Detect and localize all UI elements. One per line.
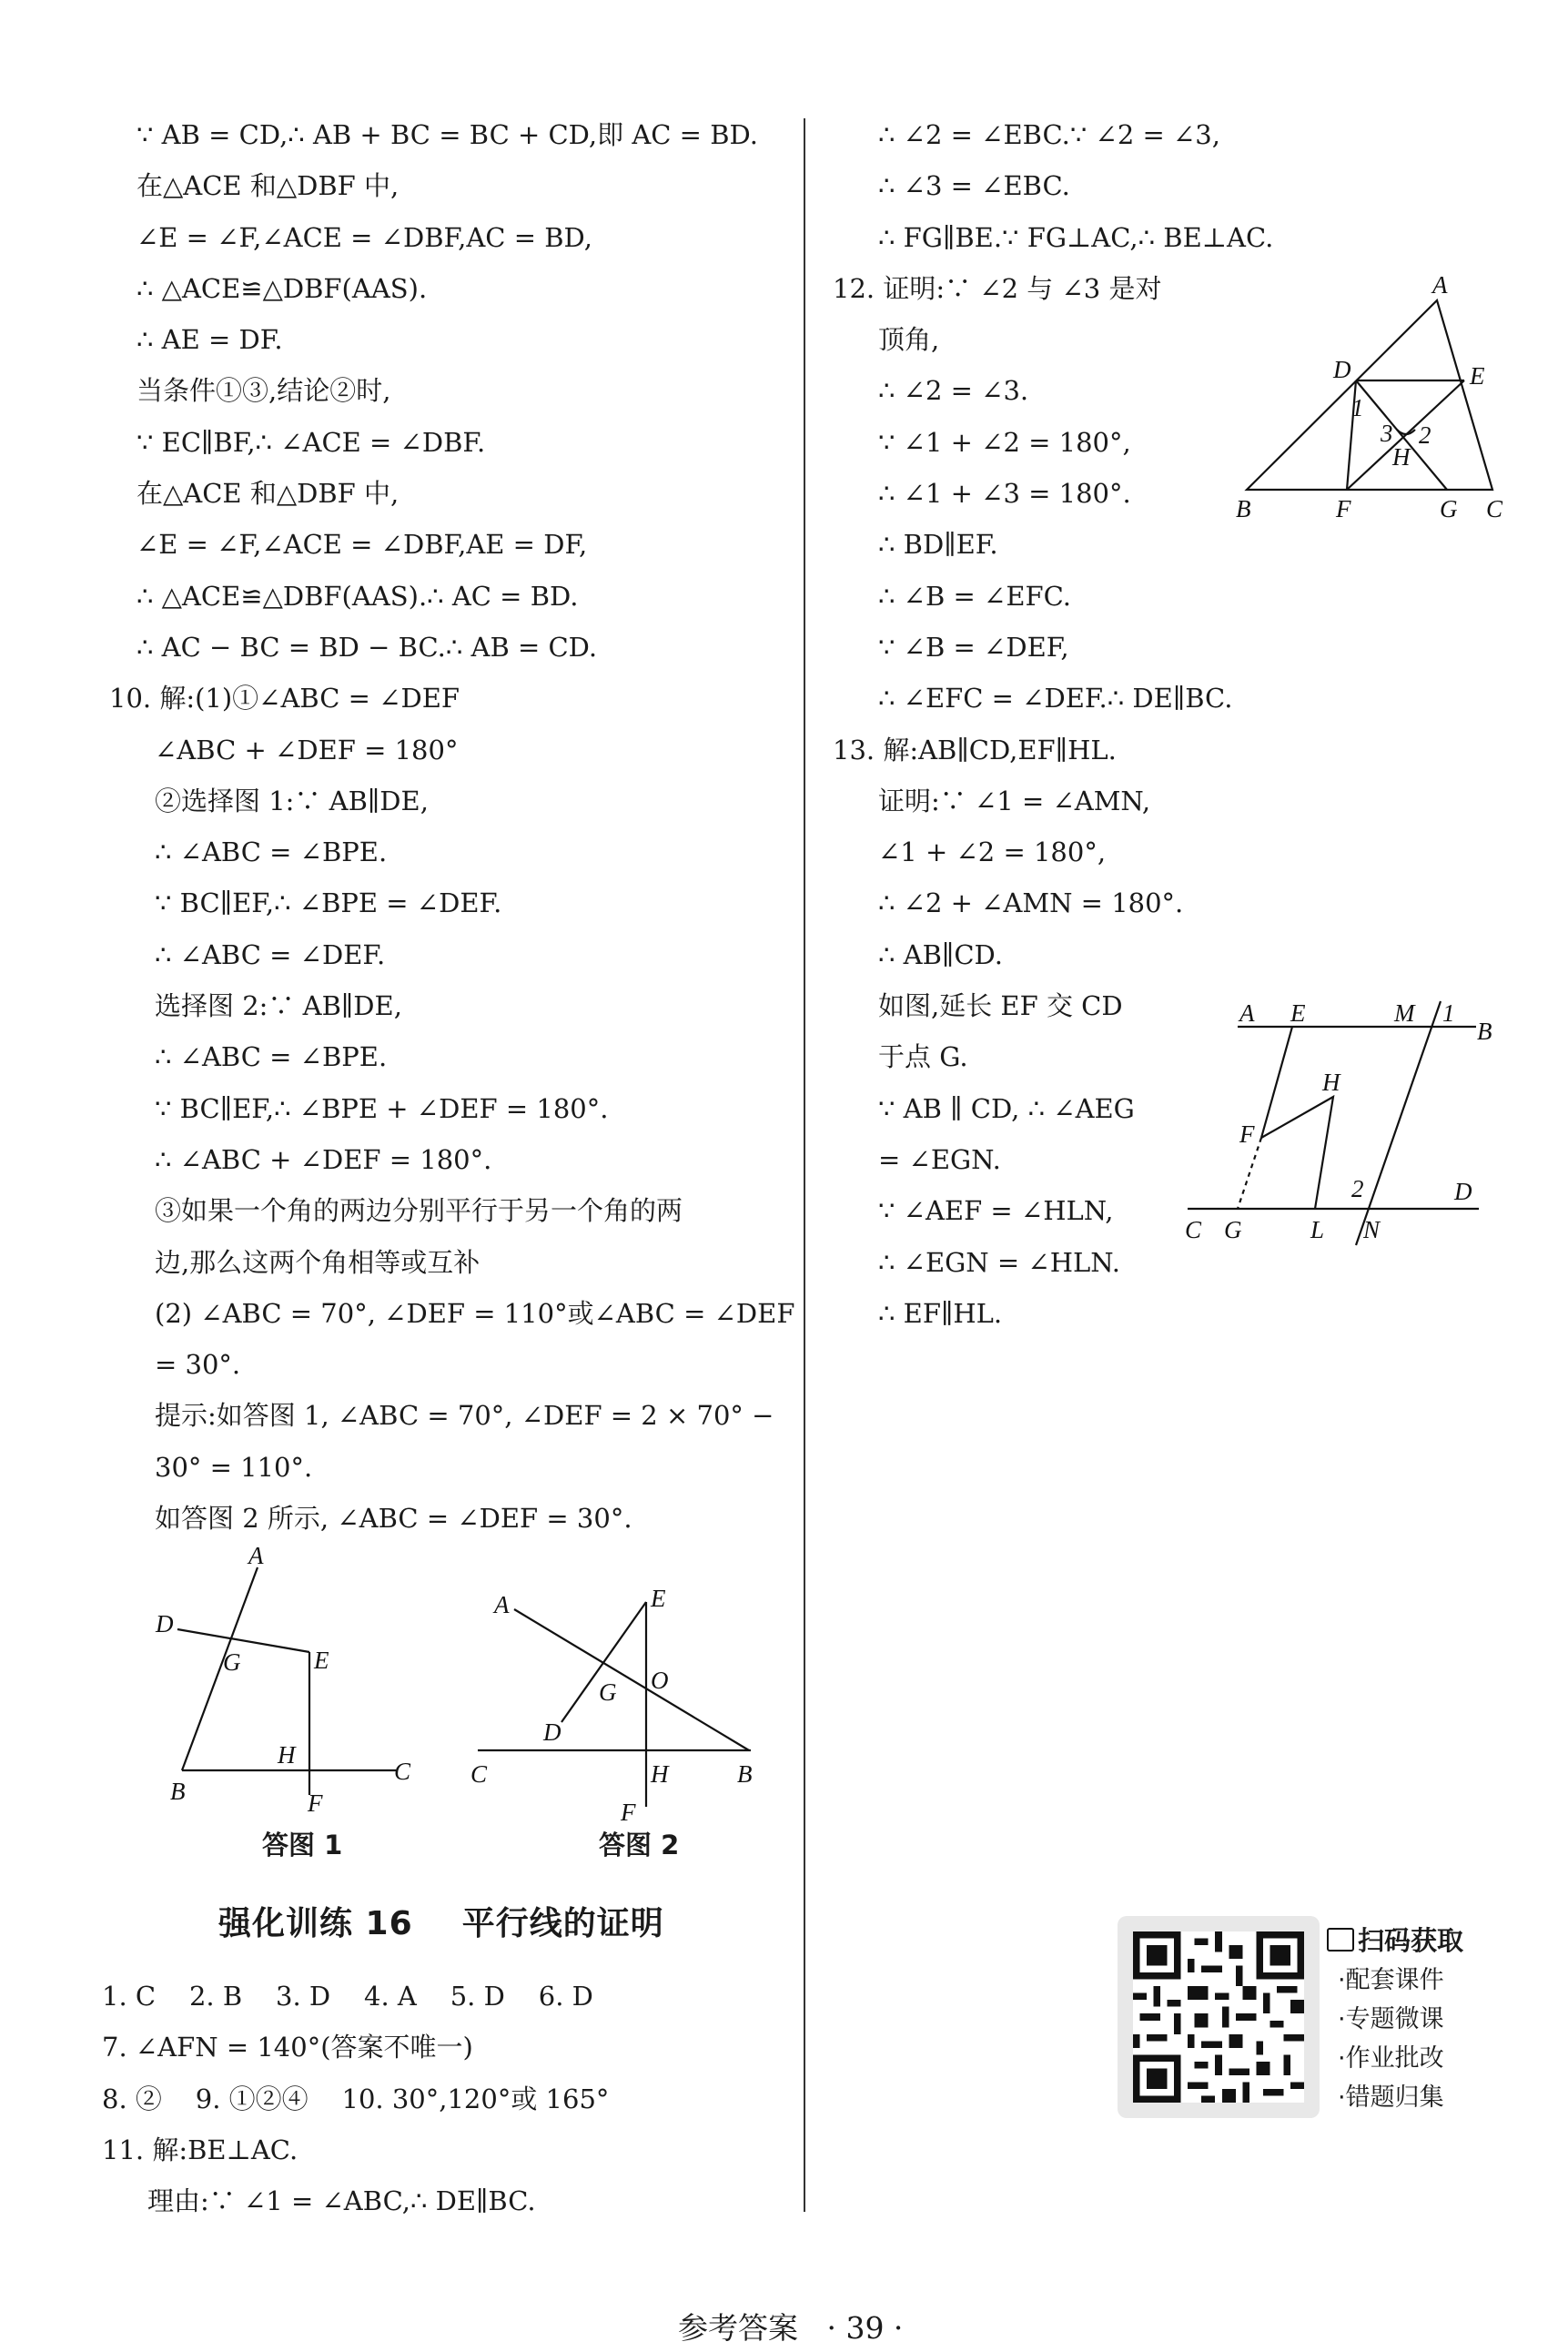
label-b: B (737, 1760, 753, 1788)
label-d: D (156, 1610, 174, 1637)
text-line: ③如果一个角的两边分别平行于另一个角的两 (155, 1195, 683, 1227)
label-a: A (1239, 999, 1255, 1027)
answer-list (102, 1971, 794, 2226)
text-line: ∴ AC − BC = BD − BC.∴ AB = CD. (137, 631, 598, 663)
text-line: ∴ ∠3 = ∠EBC. (878, 170, 1070, 202)
text-line: ∠E = ∠F,∠ACE = ∠DBF,AC = BD, (137, 221, 592, 253)
question-12: 12. 证明:∵ ∠2 与 ∠3 是对 (833, 272, 1162, 304)
label-e: E (314, 1647, 329, 1674)
answer-line: 8. ② 9. ①②④ 10. 30°,120°或 165° (102, 2083, 610, 2114)
text-line: ∠1 + ∠2 = 180°, (878, 836, 1107, 868)
label-1: 1 (1442, 999, 1455, 1027)
text-line: 如答图 2 所示, ∠ABC = ∠DEF = 30°. (155, 1503, 632, 1535)
text-line: 在△ACE 和△DBF 中, (137, 478, 400, 510)
label-c: C (394, 1758, 411, 1785)
text-line: ∵ BC∥EF,∴ ∠BPE = ∠DEF. (155, 887, 502, 919)
text-line: ∴ ∠ABC = ∠BPE. (155, 1041, 388, 1073)
label-a: A (494, 1591, 510, 1618)
label-f: F (1239, 1120, 1255, 1148)
label-h: H (278, 1741, 296, 1769)
answer-line: 7. ∠AFN = 140°(答案不唯一) (102, 2032, 473, 2063)
text-line: ∴ AE = DF. (137, 324, 283, 356)
text-line: ∵ EC∥BF,∴ ∠ACE = ∠DBF. (137, 426, 486, 458)
text-line: ∴ EF∥HL. (878, 1297, 1003, 1329)
text-line: (2) ∠ABC = 70°, ∠DEF = 110°或∠ABC = ∠DEF (155, 1297, 795, 1329)
label-c: C (470, 1760, 488, 1788)
text-line: ∴ △ACE≌△DBF(AAS). (137, 272, 428, 304)
label-f: F (1336, 495, 1351, 522)
segment-ef (1261, 1027, 1292, 1138)
label-a: A (1432, 273, 1448, 299)
qr-feature-item: ·配套课件 (1338, 1966, 1444, 1994)
text-line: 顶角, (878, 324, 940, 356)
label-o: O (651, 1667, 669, 1694)
qr-title-text: 扫码获取 (1358, 1925, 1464, 1956)
label-e: E (1290, 999, 1306, 1027)
segment-ab (182, 1567, 258, 1770)
text-line: = ∠EGN. (878, 1143, 1001, 1175)
answer-figure-2 (460, 1575, 769, 1830)
text-line: ∴ ∠B = ∠EFC. (878, 580, 1071, 612)
section-title: 强化训练 16 平行线的证明 (218, 1905, 664, 1942)
text-line: 当条件①③,结论②时, (137, 375, 391, 407)
label-h: H (1322, 1069, 1340, 1096)
text-line: 于点 G. (878, 1041, 968, 1073)
qr-feature-item: ·专题微课 (1338, 2005, 1444, 2033)
page-footer: 参考答案 · 39 · (678, 2310, 904, 2346)
text-line: ∴ ∠EGN = ∠HLN. (878, 1246, 1120, 1278)
figure-q13 (1183, 992, 1502, 1256)
triangle-abc (1247, 300, 1492, 490)
figure-q12 (1229, 273, 1511, 528)
label-m: M (1394, 999, 1415, 1027)
answer-line: 11. 解:BE⊥AC. (102, 2134, 298, 2165)
segment-de (177, 1629, 309, 1652)
text-line: ∴ FG∥BE.∵ FG⊥AC,∴ BE⊥AC. (878, 221, 1274, 253)
answer-figure-1-caption: 答图 1 (262, 1830, 343, 1860)
text-line: ∴ ∠ABC = ∠BPE. (155, 836, 388, 868)
answer-figure-2-caption: 答图 2 (599, 1830, 680, 1860)
text-line: ②选择图 1:∵ AB∥DE, (155, 785, 429, 816)
label-e: E (1470, 362, 1485, 390)
label-c: C (1486, 495, 1503, 522)
text-line: ∵ ∠1 + ∠2 = 180°, (878, 426, 1131, 458)
text-line: ∴ ∠2 = ∠3. (878, 375, 1029, 407)
label-b: B (170, 1778, 186, 1805)
label-d: D (1454, 1178, 1472, 1205)
label-1: 1 (1351, 394, 1364, 421)
text-line: ∠E = ∠F,∠ACE = ∠DBF,AE = DF, (137, 529, 588, 561)
text-line: 30° = 110°. (155, 1451, 313, 1483)
label-g: G (599, 1678, 617, 1706)
left-column (109, 109, 795, 1544)
text-line: ∴ ∠EFC = ∠DEF.∴ DE∥BC. (878, 683, 1233, 715)
question-13: 13. 解:AB∥CD,EF∥HL. (833, 734, 1117, 765)
label-3: 3 (1381, 420, 1393, 447)
text-line: ∠ABC + ∠DEF = 180° (155, 734, 459, 765)
text-line: ∴ ∠1 + ∠3 = 180°. (878, 478, 1131, 510)
label-l: L (1310, 1216, 1325, 1243)
label-a: A (248, 1547, 264, 1569)
answer-line: 1. C 2. B 3. D 4. A 5. D 6. D (102, 1981, 593, 2012)
text-line: = 30°. (155, 1349, 241, 1381)
polyline-fhl (1261, 1097, 1333, 1209)
text-line: ∴ ∠2 = ∠EBC.∵ ∠2 = ∠3, (878, 119, 1220, 150)
text-line: ∴ ∠ABC + ∠DEF = 180°. (155, 1143, 492, 1175)
label-n: N (1363, 1216, 1381, 1243)
label-g: G (1224, 1216, 1242, 1243)
segment-dg (1356, 380, 1447, 490)
label-d: D (1333, 356, 1351, 383)
label-b: B (1236, 495, 1251, 522)
qr-feature-item: ·作业批改 (1338, 2044, 1444, 2073)
qr-code[interactable] (1133, 1931, 1304, 2103)
label-h: H (1392, 443, 1411, 471)
answer-figure-1 (150, 1547, 441, 1820)
scan-icon (1327, 1928, 1354, 1952)
text-line: 选择图 2:∵ AB∥DE, (155, 990, 402, 1022)
text-line: ∴ ∠ABC = ∠DEF. (155, 938, 386, 970)
text-line: ∴ △ACE≌△DBF(AAS).∴ AC = BD. (137, 580, 579, 612)
label-2: 2 (1351, 1175, 1364, 1202)
text-line: ∵ AB = CD,∴ AB + BC = BC + CD,即 AC = BD. (137, 119, 758, 150)
label-c: C (1185, 1216, 1202, 1243)
text-line: ∵ ∠B = ∠DEF, (878, 631, 1069, 663)
text-line: 证明:∵ ∠1 = ∠AMN, (878, 785, 1151, 816)
label-d: D (543, 1718, 561, 1746)
text-line: 提示:如答图 1, ∠ABC = 70°, ∠DEF = 2 × 70° − (155, 1400, 774, 1432)
text-line: ∴ AB∥CD. (878, 938, 1003, 970)
text-line: ∵ ∠AEF = ∠HLN, (878, 1195, 1114, 1227)
label-g: G (223, 1648, 241, 1676)
column-divider (804, 118, 805, 2212)
label-g: G (1440, 495, 1458, 522)
text-line: ∴ ∠2 + ∠AMN = 180°. (878, 887, 1184, 919)
label-h: H (651, 1760, 669, 1788)
qr-title (1327, 1921, 1463, 1958)
text-line: 在△ACE 和△DBF 中, (137, 170, 400, 202)
label-f: F (621, 1799, 636, 1826)
text-line: 如图,延长 EF 交 CD (878, 990, 1123, 1022)
label-b: B (1477, 1018, 1492, 1045)
text-line: ∵ AB ∥ CD, ∴ ∠AEG (878, 1092, 1135, 1124)
label-2: 2 (1419, 421, 1431, 449)
text-line: ∴ BD∥EF. (878, 529, 998, 561)
segment-fg-dashed (1238, 1138, 1261, 1209)
text-line: 边,那么这两个角相等或互补 (155, 1246, 481, 1278)
qr-feature-list (1338, 1961, 1444, 2117)
label-f: F (308, 1789, 323, 1817)
answer-line: 理由:∵ ∠1 = ∠ABC,∴ DE∥BC. (147, 2185, 536, 2217)
text-line: ∵ BC∥EF,∴ ∠BPE + ∠DEF = 180°. (155, 1092, 609, 1124)
question-10: 10. 解:(1)①∠ABC = ∠DEF (109, 683, 460, 715)
label-e: E (651, 1585, 666, 1612)
qr-feature-item: ·错题归集 (1338, 2083, 1444, 2112)
